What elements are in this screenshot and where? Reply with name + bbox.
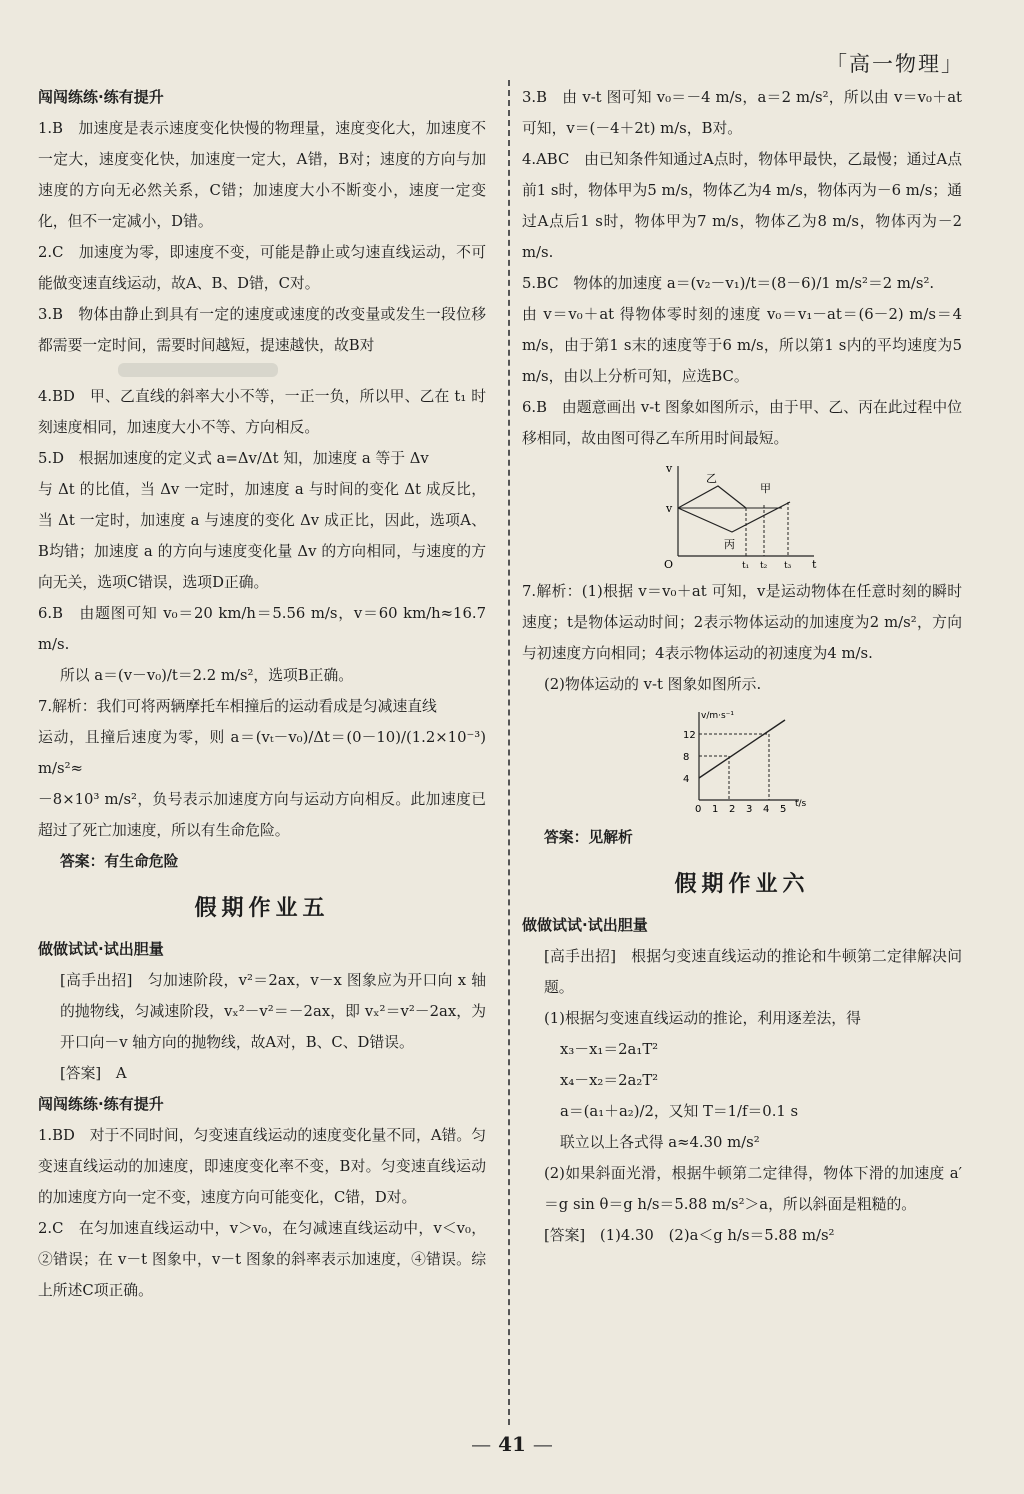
- practice-1: 1.BD 对于不同时间，匀变速直线运动的速度变化量不同，A错。匀变速直线运动的加速度，即速度变化率不变，B对。匀变速直线运动的加速度方向一定不变，速度方向可能变化，C错，D对。: [38, 1127, 486, 1206]
- footer-dash-left: —: [471, 1432, 492, 1456]
- x-tick-label: 1: [712, 804, 719, 815]
- x-tick-label: 0: [695, 804, 702, 815]
- t3-label: t₃: [784, 561, 792, 570]
- answer-7-line: 7.解析：我们可将两辆摩托车相撞后的运动看成是匀减速直线: [38, 698, 437, 715]
- section-heading: 闯闯练练·练有提升: [38, 1095, 164, 1113]
- expert-tip: [高手出招] 匀加速阶段，v²＝2ax，v－x 图象应为开口向 x 轴的抛物线，匀减速阶段，vₓ²－v²＝－2ax，即 vₓ²＝v²－2ax，为开口向－v 轴方向的抛物线，故A对，B、C、D错误。: [60, 972, 486, 1051]
- x-tick-label: 5: [780, 804, 787, 815]
- curve-yi: [678, 486, 746, 508]
- homework-6-title: 假期作业六: [674, 872, 810, 897]
- y-axis-label: v/m·s⁻¹: [701, 711, 735, 721]
- left-column: [38, 82, 486, 1306]
- vt-line-graph: [677, 706, 807, 816]
- x-tick-label: 2: [729, 804, 736, 815]
- answer-1: 1.B 加速度是表示速度变化快慢的物理量，速度变化大，加速度不一定大，速度变化快，加速度一定大，A错，B对；速度的方向与加速度的方向无必然关系，C错；加速度大小不断变小，速度一定变化，但不一定减小，D错。: [38, 120, 486, 230]
- velocity-line: [699, 720, 785, 778]
- answer-5-line: 5.D 根据加速度的定义式 a=Δv/Δt 知，加速度 a 等于 Δv: [38, 450, 429, 467]
- section-heading: 闯闯练练·练有提升: [38, 88, 164, 106]
- answer-7-part1: 7.解析：(1)根据 v＝v₀＋at 可知，v是运动物体在任意时刻的瞬时速度；t是物体运动时间；2表示物体运动的加速度为2 m/s²，方向与初速度方向相同；4表示物体运动的初速度为4 m/s.: [522, 583, 962, 662]
- label-jia: 甲: [760, 482, 771, 495]
- expert-tip: [高手出招] 根据匀变速直线运动的推论和牛顿第二定律解决问题。: [544, 948, 962, 996]
- page-footer: [0, 1432, 1024, 1456]
- answer-bracket: [答案] (1)4.30 (2)a＜g h/s＝5.88 m/s²: [544, 1227, 835, 1244]
- vt-graph-figure: [662, 460, 822, 570]
- equation-2: x₄－x₂＝2a₂T²: [560, 1072, 659, 1089]
- answer-7-result: 答案：有生命危险: [60, 853, 179, 870]
- y-tick-label: 8: [683, 752, 690, 763]
- practice-2: 2.C 在匀加速直线运动中，v＞v₀，在匀减速直线运动中，v＜v₀，②错误；在 v－t 图象中，v－t 图象的斜率表示加速度，④错误。综上所述C项正确。: [38, 1220, 486, 1299]
- origin-label: O: [664, 558, 674, 570]
- answer-5-line: 5.BC 物体的加速度 a＝(v₂－v₁)/t＝(8－6)/1 m/s²＝2 m/s².: [522, 275, 935, 292]
- homework-5-title: 假期作业五: [194, 896, 330, 921]
- x-axis-label: t/s: [795, 799, 807, 809]
- solution-part2: (2)如果斜面光滑，根据牛顿第二定律得，物体下滑的加速度 a′＝g sin θ＝g h/s＝5.88 m/s²＞a，所以斜面是粗糙的。: [544, 1165, 962, 1213]
- column-divider: [508, 80, 510, 1425]
- answer-5-body: 与 Δt 的比值，当 Δv 一定时，加速度 a 与时间的变化 Δt 成反比，当 Δt 一定时，加速度 a 与速度的变化 Δv 成正比，因此，选项A、B均错；加速度 a 的方向与速度变化量 Δv 的方向相同，与速度的方向无关，选项C错误，选项D正确。: [38, 481, 486, 591]
- page-header: 「高一物理」: [826, 52, 964, 76]
- answer-7-body: －8×10³ m/s²，负号表示加速度方向与运动方向相反。此加速度已超过了死亡加速度，所以有生命危险。: [38, 791, 486, 839]
- y-tick-group: [683, 730, 696, 785]
- section-heading: 做做试试·试出胆量: [38, 940, 164, 958]
- answer-3: 3.B 物体由静止到具有一定的速度或速度的改变量或发生一段位移都需要一定时间，需要时间越短，提速越快，故B对: [38, 306, 486, 354]
- label-yi: 乙: [706, 472, 717, 485]
- t1-label: t₁: [742, 561, 750, 570]
- y-tick-label: 12: [683, 730, 696, 741]
- label-bing: 丙: [724, 538, 735, 551]
- answer-bracket: [答案] A: [60, 1065, 127, 1082]
- v-axis-label: v: [666, 462, 673, 475]
- answer-7-formula: 运动，且撞后速度为零，则 a＝(vₜ－v₀)/Δt＝(0－10)/(1.2×10⁻³) m/s²≈: [38, 729, 486, 777]
- t2-label: t₂: [760, 561, 768, 570]
- solution-part1: (1)根据匀变速直线运动的推论，利用逐差法，得: [544, 1010, 861, 1027]
- x-tick-group: [695, 804, 786, 815]
- answer-6: 6.B 由题意画出 v-t 图象如图所示，由于甲、乙、丙在此过程中位移相同，故由图可得乙车所用时间最短。: [522, 399, 962, 447]
- erased-handwriting: [38, 357, 486, 379]
- y-tick-label: 4: [683, 774, 690, 785]
- curve-bing: [678, 502, 790, 532]
- page-number: 41: [498, 1432, 526, 1456]
- answer-4: 4.BD 甲、乙直线的斜率大小不等，一正一负，所以甲、乙在 t₁ 时刻速度相同，加速度大小不等、方向相反。: [38, 388, 486, 436]
- equation-1: x₃－x₁＝2a₁T²: [560, 1041, 659, 1058]
- section-heading: 做做试试·试出胆量: [522, 916, 648, 934]
- right-column: [522, 82, 962, 1251]
- x-tick-label: 4: [763, 804, 770, 815]
- x-tick-label: 3: [746, 804, 753, 815]
- answer-7-result: 答案：见解析: [544, 829, 633, 846]
- answer-4: 4.ABC 由已知条件知通过A点时，物体甲最快，乙最慢；通过A点前1 s时，物体甲为5 m/s，物体乙为4 m/s，物体丙为－6 m/s；通过A点后1 s时，物体甲为7 m/s，物体乙为8 m/s，物体丙为－2 m/s.: [522, 151, 962, 261]
- footer-dash-right: —: [532, 1432, 553, 1456]
- answer-2: 2.C 加速度为零，即速度不变，可能是静止或匀速直线运动，不可能做变速直线运动，故A、B、D错，C对。: [38, 244, 486, 292]
- v-tick-label: v: [666, 502, 673, 515]
- answer-5-body: 由 v＝v₀＋at 得物体零时刻的速度 v₀＝v₁－at＝(6－2) m/s＝4 m/s，由于第1 s末的速度等于6 m/s，所以第1 s内的平均速度为5 m/s，由以上分析可知，应选BC。: [522, 306, 962, 385]
- equation-3: a＝(a₁＋a₂)/2，又知 T＝1/f＝0.1 s: [560, 1103, 799, 1120]
- equation-4: 联立以上各式得 a≈4.30 m/s²: [560, 1134, 760, 1151]
- answer-3: 3.B 由 v-t 图可知 v₀＝－4 m/s，a＝2 m/s²，所以由 v＝v₀＋at 可知，v＝(－4＋2t) m/s，B对。: [522, 89, 962, 137]
- answer-6-line: 6.B 由题图可知 v₀＝20 km/h＝5.56 m/s，v＝60 km/h≈16.7 m/s.: [38, 605, 486, 653]
- answer-6-formula: 所以 a＝(v－v₀)/t＝2.2 m/s²，选项B正确。: [60, 667, 354, 684]
- answer-7-part2: (2)物体运动的 v-t 图象如图所示.: [544, 676, 762, 693]
- t-axis-label: t: [812, 558, 817, 570]
